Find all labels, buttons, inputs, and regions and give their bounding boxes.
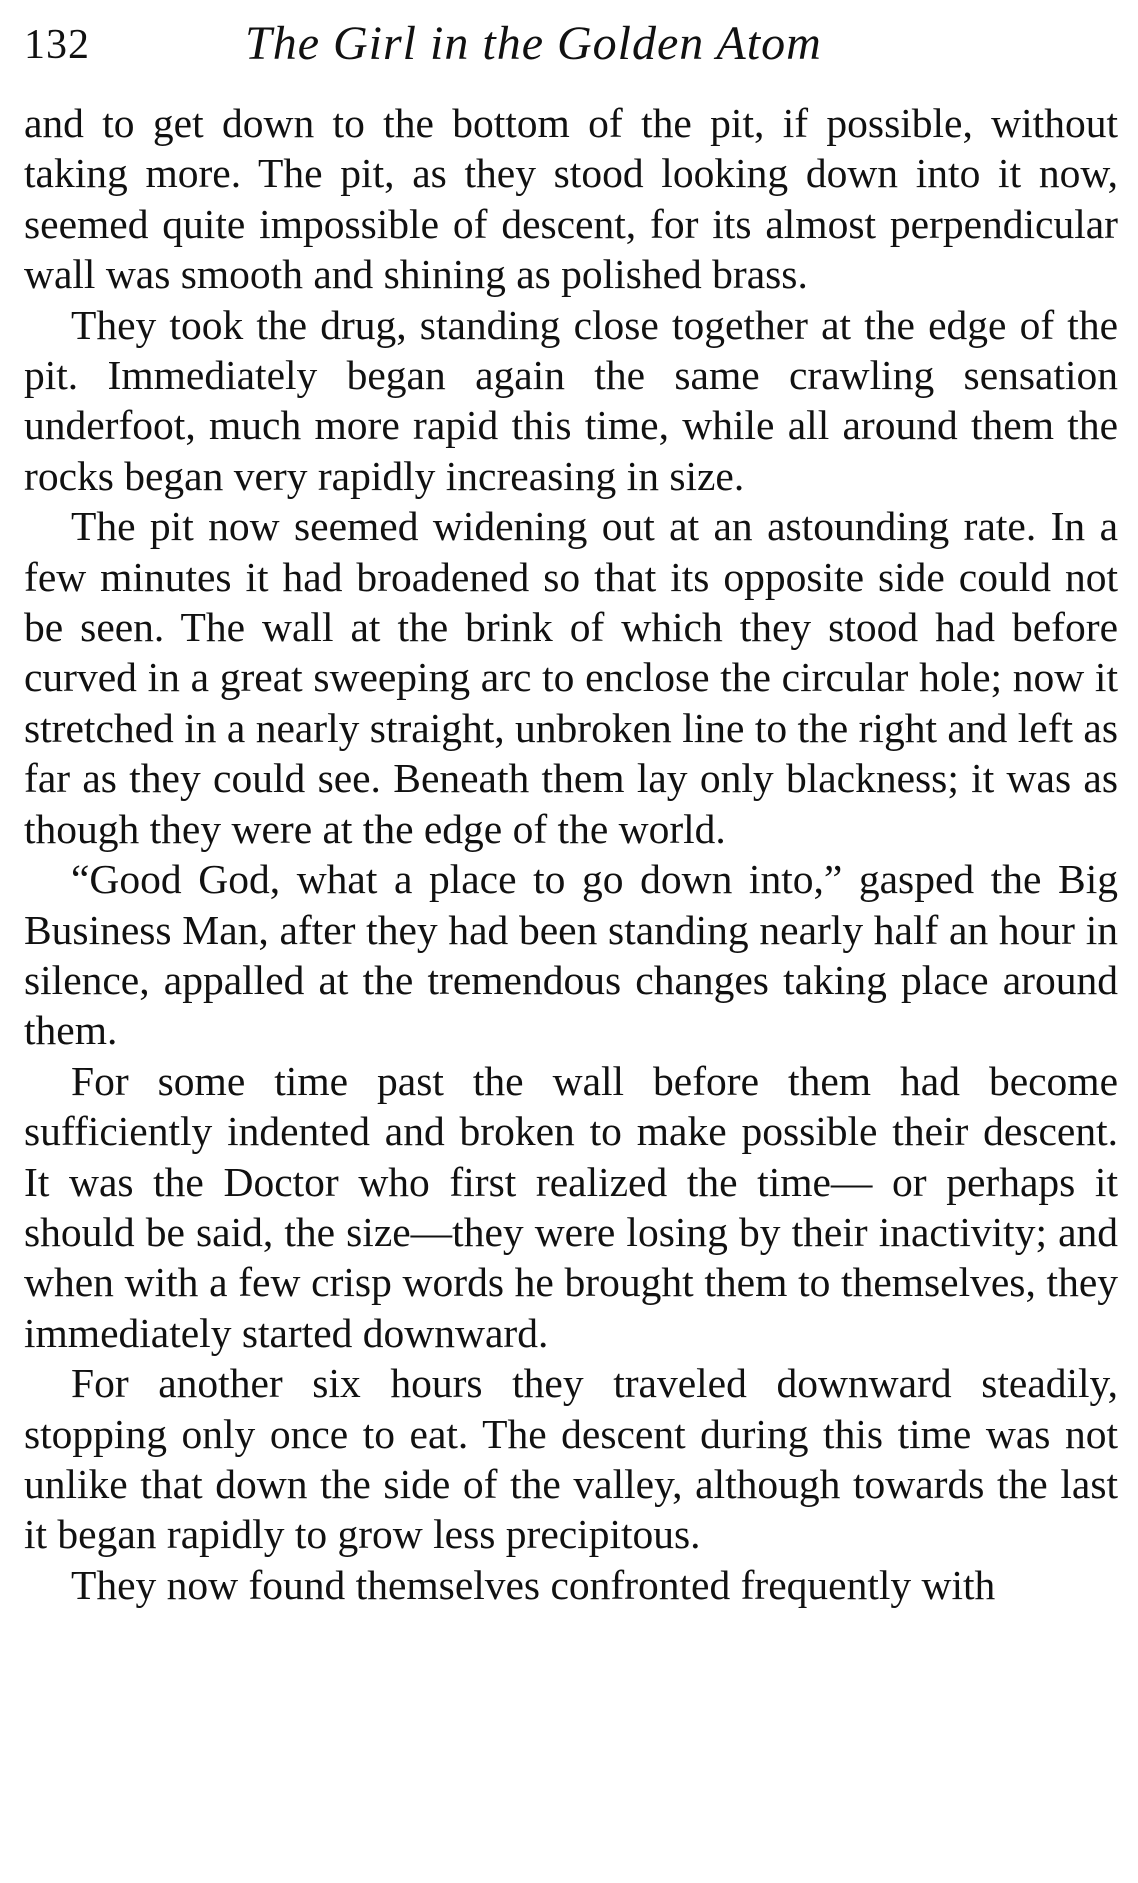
page-body	[24, 98, 1118, 1610]
page-number: 132	[24, 22, 90, 68]
paragraph: For some time past the wall before them had become sufficiently indented and broken to make possible their descent. It was the Doctor who first realized the time— or perhaps it should be said, the size—they were losing by their inactivity; and when with a few crisp words he brought them to themselves, they immediately started downward.	[24, 1057, 1118, 1356]
paragraph: The pit now seemed widening out at an astounding rate. In a few minutes it had broadened so that its opposite side could not be seen. The wall at the brink of which they stood had before curved in a great sweeping arc to enclose the circular hole; now it stretched in a nearly straight, unbroken line to the right and left as far as they could see. Beneath them lay only blackness; it was as though they were at the edge of the world.	[24, 503, 1118, 852]
page-header	[24, 12, 1118, 74]
paragraph: They now found themselves confronted frequently with	[71, 1561, 996, 1608]
book-page	[24, 12, 1118, 1878]
running-title: The Girl in the Golden Atom	[245, 17, 822, 70]
paragraph: They took the drug, standing close together at the edge of the pit. Immediately began again the same crawling sensation underfoot, much more rapid this time, while all around them the rocks began very rapidly increasing in size.	[24, 301, 1118, 499]
paragraph: For another six hours they traveled downward steadily, stopping only once to eat. The descent during this time was not unlike that down the side of the valley, although towards the last it began rapidly to grow less precipitous.	[24, 1360, 1118, 1558]
paragraph: and to get down to the bottom of the pit, if possible, without taking more. The pit, as they stood looking down into it now, seemed quite impossible of descent, for its almost perpendicular wall was smooth and shining as polished brass.	[24, 100, 1118, 298]
paragraph: “Good God, what a place to go down into,” gasped the Big Business Man, after they had been standing nearly half an hour in silence, appalled at the tremendous changes taking place around them.	[24, 856, 1118, 1054]
